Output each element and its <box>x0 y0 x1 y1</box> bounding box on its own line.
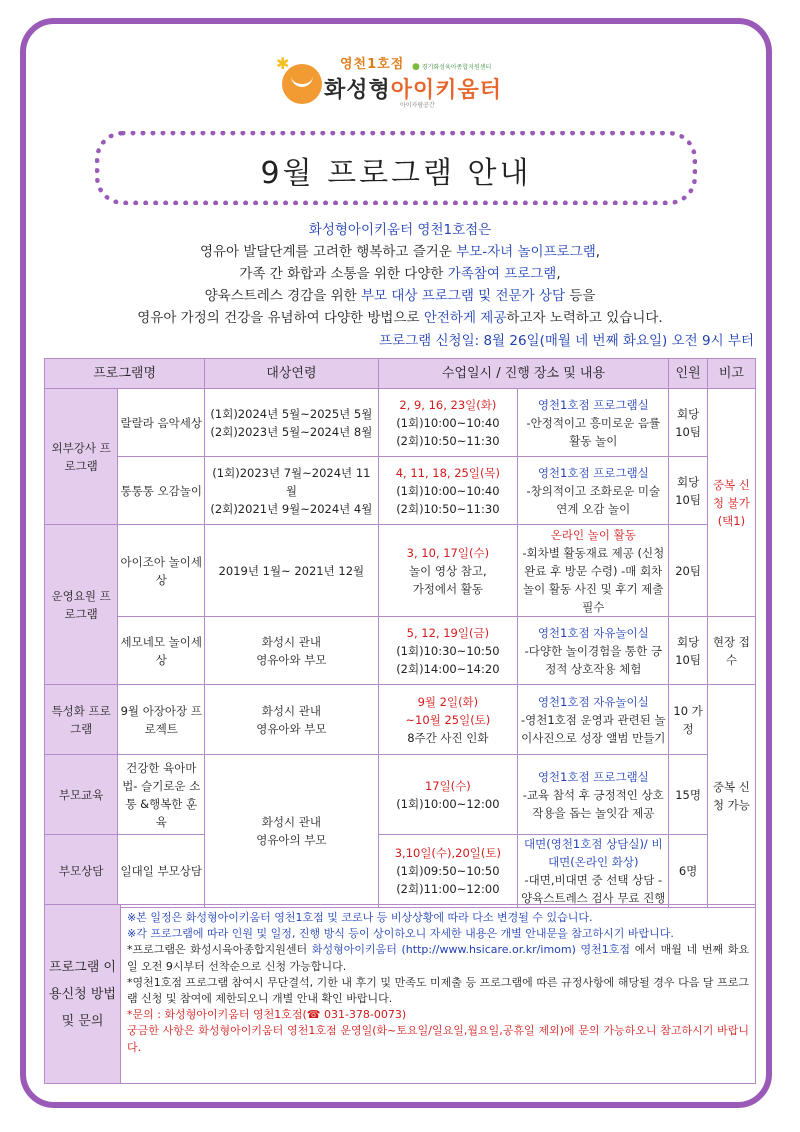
smile-face-icon: ✱ <box>282 64 322 104</box>
program-name: 랄랄라 음악세상 <box>118 389 205 457</box>
info-box <box>44 904 756 1084</box>
info-text: ※본 일정은 화성형아이키움터 영천1호점 및 코로나 등 비상상황에 따라 다소 변경될 수 있습니다. ※각 프로그램에 따라 인원 및 일정, 진행 방식 등이 상이하오니 자세한 내용은 개별 안내문을 참고하시기 바랍니다. *프로그램은 화성시육아종합지원센터 화성형아이키움터 (http://www.hsicare.or.kr/imom) 영천1호점 에서 매월 네 번째 화요일 오전 9시부터 선착순으로 신청 가능합니다. *영천1호점 프로그램 참여시 무단결석, 기한 내 후기 및 만족도 미제출 등 프로그램에 따른 규정사항에 해당될 경우 다음 달 프로그램 신청 및 참여에 제한되오니 개별 안내 확인 바랍니다. *문의 : 화성형아이키움터 영천1호점(☎ 031-378-0073) 궁금한 사항은 화성형아이키움터 영천1호점 운영일(화~토요일/일요일,월요일,공휴일 제외)에 문의 가능하오니 참고하시기 바랍니다. <box>127 911 749 1054</box>
header-program: 프로그램명 <box>45 359 205 389</box>
program-name: 일대일 부모상담 <box>118 835 205 908</box>
center-logo <box>276 54 512 112</box>
category-center: 운영요원 프로그램 <box>45 525 118 685</box>
intro-text: 화성형아이키움터 영천1호점은 영유아 발달단계를 고려한 행복하고 즐거운 부모-자녀 놀이프로그램, 가족 간 화합과 소통을 위한 다양한 가족참여 프로그램, 양육스트레스 경감을 위한 부모 대상 프로그램 및 전문가 상담 등을 영유아 가정의 건강을 유념하여 다양한 방법으로 안전하게 제공하고자 노력하고 있습니다. <box>137 222 663 326</box>
title-box <box>95 131 697 205</box>
program-name: 아이조아 놀이세상 <box>118 525 205 617</box>
note-duplicate-ok: 중복 신청 가능 <box>707 685 755 908</box>
header-capacity: 인원 <box>669 359 707 389</box>
capacity: 20팀 <box>669 525 707 617</box>
capacity: 회당 10팀 <box>669 389 707 457</box>
program-name: 9월 아장아장 프로젝트 <box>118 685 205 755</box>
header-note: 비고 <box>707 359 755 389</box>
capacity: 10 가정 <box>669 685 707 755</box>
table-header-row <box>45 359 756 389</box>
logo-org: ● 경기화성육아종합지원센터 <box>412 62 492 72</box>
category-edu: 부모교육 <box>45 755 118 835</box>
program-name: 통통통 오감놀이 <box>118 457 205 525</box>
info-label: 프로그램 이용신청 방법 및 문의 <box>45 905 121 1083</box>
header-age: 대상연령 <box>205 359 378 389</box>
table-row: 부모상담 일대일 부모상담 3,10일(수),20일(토) (1회)09:50~10:50 (2회)11:00~12:00 대면(영천1호점 상담실)/ 비대면(온라인 화상) -대면,비대면 중 선택 상담 -양육스트레스 검사 무료 진행 6명 <box>45 835 756 908</box>
header-schedule: 수업일시 / 진행 장소 및 내용 <box>378 359 669 389</box>
capacity: 회당 10팀 <box>669 457 707 525</box>
table-row: 통통통 오감놀이 (1회)2023년 7월~2024년 11월 (2회)2021년 9월~2024년 4월 4, 11, 18, 25일(목) (1회)10:00~10:40 (2회)10:50~11:30 영천1호점 프로그램실 -창의적이고 조화로운 미술 연계 오감 놀이 회당 10팀 <box>45 457 756 525</box>
program-name: 건강한 육아마법- 슬기로운 소통 &행복한 훈육 <box>118 755 205 835</box>
program-name: 세모네모 놀이세상 <box>118 617 205 685</box>
logo-branch: 영천1호점 <box>340 57 405 72</box>
capacity: 15명 <box>669 755 707 835</box>
table-row: 특성화 프로그램 9월 아장아장 프로젝트 화성시 관내 영유아와 부모 9월 2일(화) ~10월 25일(토) 8주간 사진 인화 영천1호점 자유놀이실 -영천1호점 운영과 관련된 놀이사진으로 성장 앨범 만들기 10 가정 중복 신청 가능 <box>45 685 756 755</box>
capacity: 회당 10팀 <box>669 617 707 685</box>
note-onsite: 현장 접수 <box>707 617 755 685</box>
table-row: 부모교육 건강한 육아마법- 슬기로운 소통 &행복한 훈육 화성시 관내 영유아의 부모 17일(수) (1회)10:00~12:00 영천1호점 프로그램실 -교육 참석 후 긍정적인 상호작용을 돕는 놀잇감 제공 15명 <box>45 755 756 835</box>
category-special: 특성화 프로그램 <box>45 685 118 755</box>
page-title: 9월 프로그램 안내 <box>260 156 532 191</box>
category-counsel: 부모상담 <box>45 835 118 908</box>
capacity: 6명 <box>669 835 707 908</box>
logo-tagline: 아이자람공간 <box>400 102 435 109</box>
logo-name: 화성형아이키움터 <box>324 78 503 103</box>
apply-date: 프로그램 신청일: 8월 26일(매월 네 번째 화요일) 오전 9시 부터 <box>379 333 754 349</box>
note-no-duplicate: 중복 신청 불가 (택1) <box>707 389 755 617</box>
program-table <box>44 358 756 908</box>
table-row: 운영요원 프로그램 아이조아 놀이세상 2019년 1월~ 2021년 12월 3, 10, 17일(수) 놀이 영상 참고, 가정에서 활동 온라인 놀이 활동 -회차별 활동재료 제공 (신청완료 후 방문 수령) -매 회차 놀이 활동 사진 및 후기 제출 필수 20팀 <box>45 525 756 617</box>
table-row: 외부강사 프로그램 랄랄라 음악세상 (1회)2024년 5월~2025년 5월 (2회)2023년 5월~2024년 8월 2, 9, 16, 23일(화) (1회)10:00~10:40 (2회)10:50~11:30 영천1호점 프로그램실 -안정적이고 흥미로운 음률 활동 놀이 회당 10팀 중복 신청 불가 (택1) <box>45 389 756 457</box>
category-outside: 외부강사 프로그램 <box>45 389 118 525</box>
table-row: 세모네모 놀이세상 화성시 관내 영유아와 부모 5, 12, 19일(금) (1회)10:30~10:50 (2회)14:00~14:20 영천1호점 자유놀이실 -다양한 놀이경험을 통한 긍정적 상호작용 체험 회당 10팀 현장 접수 <box>45 617 756 685</box>
